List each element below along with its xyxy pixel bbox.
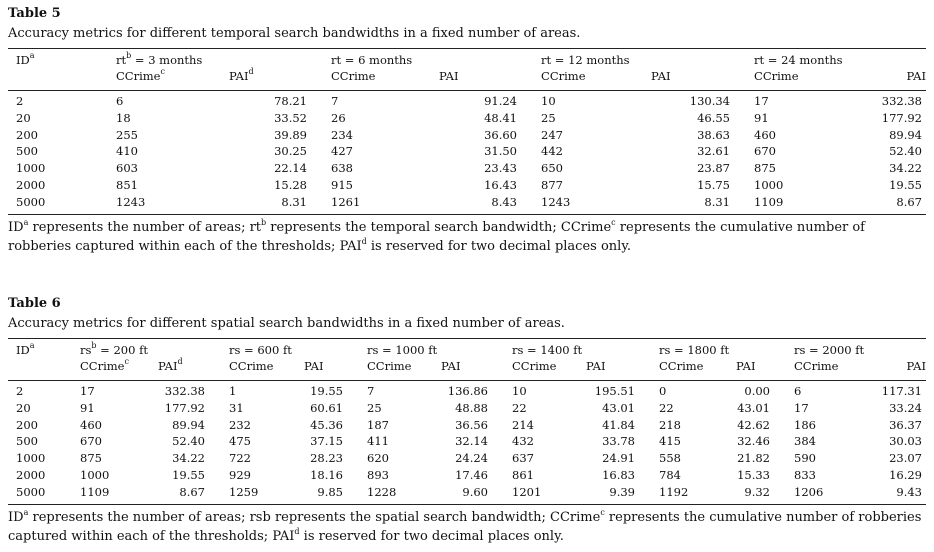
pai-cell: 16.29 xyxy=(889,467,922,482)
pai-cell: 19.55 xyxy=(889,177,922,192)
id-cell: 5000 xyxy=(16,484,46,499)
pai-cell: 332.38 xyxy=(164,384,205,398)
pai-header: PAI$^d$ xyxy=(158,357,183,373)
ccrime-cell: 25 xyxy=(367,400,382,415)
table-row xyxy=(8,450,926,467)
id-cell: 20 xyxy=(16,110,31,125)
table-row xyxy=(8,127,926,144)
ccrime-cell: 234 xyxy=(331,127,353,142)
id-cell: 5000 xyxy=(16,194,46,209)
ccrime-cell: 410 xyxy=(116,144,138,159)
id-cell: 200 xyxy=(16,417,38,432)
ccrime-cell: 10 xyxy=(512,384,527,398)
pai-cell: 15.28 xyxy=(274,177,307,192)
pai-cell: 32.14 xyxy=(455,434,488,449)
table-row xyxy=(8,467,926,484)
ccrime-cell: 590 xyxy=(794,451,816,466)
ccrime-cell: 218 xyxy=(659,417,681,432)
table-row xyxy=(8,194,926,211)
id-header: $ID^a$ xyxy=(16,51,35,67)
ccrime-cell: 7 xyxy=(331,94,339,108)
pai-cell: 32.46 xyxy=(737,434,770,449)
id-cell: 2 xyxy=(16,94,24,108)
ccrime-cell: 17 xyxy=(794,400,809,415)
ccrime-cell: 0 xyxy=(659,384,667,398)
pai-cell: 21.82 xyxy=(737,451,770,466)
table-row xyxy=(8,177,926,194)
table-6-header xyxy=(8,342,926,374)
pai-cell: 19.55 xyxy=(172,467,205,482)
pai-cell: 9.43 xyxy=(896,484,922,499)
table-6-bottom-rule xyxy=(8,504,926,505)
table-6-top-rule xyxy=(8,338,926,339)
ccrime-cell: 247 xyxy=(541,127,563,142)
pai-cell: 15.75 xyxy=(697,177,730,192)
ccrime-cell: 1259 xyxy=(229,484,259,499)
id-cell: 1000 xyxy=(16,161,46,176)
pai-cell: 17.46 xyxy=(455,467,488,482)
pai-cell: 52.40 xyxy=(172,434,205,449)
pai-cell: 39.89 xyxy=(274,127,307,142)
pai-cell: 19.55 xyxy=(310,384,343,398)
id-header: $ID^a$ xyxy=(16,341,35,357)
pai-header: PAI xyxy=(439,69,459,83)
pai-cell: 9.85 xyxy=(317,484,343,499)
ccrime-cell: 427 xyxy=(331,144,353,159)
ccrime-cell: 1228 xyxy=(367,484,397,499)
table-5-caption: Accuracy metrics for different temporal search bandwidths in a fixed number of areas. xyxy=(8,26,581,41)
pai-cell: 36.37 xyxy=(889,417,922,432)
ccrime-cell: 384 xyxy=(794,434,816,449)
pai-cell: 117.31 xyxy=(881,384,922,398)
ccrime-header: CCrime xyxy=(659,359,704,373)
table-5-label: Table 5 xyxy=(8,6,61,21)
pai-header: PAI xyxy=(651,69,671,83)
ccrime-cell: 91 xyxy=(80,400,95,415)
pai-cell: 177.92 xyxy=(164,400,205,415)
pai-cell: 41.84 xyxy=(602,417,635,432)
ccrime-cell: 1261 xyxy=(331,194,361,209)
ccrime-cell: 875 xyxy=(80,451,102,466)
pai-cell: 16.43 xyxy=(484,177,517,192)
pai-cell: 78.21 xyxy=(274,94,307,108)
ccrime-cell: 186 xyxy=(794,417,816,432)
pai-header: PAI xyxy=(304,359,324,373)
pai-header: PAI xyxy=(441,359,461,373)
table-row xyxy=(8,143,926,160)
pai-cell: 23.43 xyxy=(484,161,517,176)
ccrime-cell: 1000 xyxy=(754,177,784,192)
pai-header: PAI xyxy=(906,69,927,83)
id-cell: 200 xyxy=(16,127,38,142)
pai-cell: 31.50 xyxy=(484,144,517,159)
pai-cell: 16.83 xyxy=(602,467,635,482)
ccrime-cell: 670 xyxy=(80,434,102,449)
id-cell: 500 xyxy=(16,434,38,449)
pai-cell: 23.07 xyxy=(889,451,922,466)
ccrime-cell: 1 xyxy=(229,384,237,398)
pai-cell: 32.61 xyxy=(697,144,730,159)
pai-header: PAI$^d$ xyxy=(229,67,254,83)
ccrime-cell: 851 xyxy=(116,177,138,192)
pai-cell: 22.14 xyxy=(274,161,307,176)
table-6-footnote: $ID^a$ represents the number of areas; rsb represents the spatial search bandwidth; CCrime$^c$ represents the cumulative number of robberies captured within each of the thresholds; PAI$^d$ is reserved for two decimal places only. xyxy=(8,507,922,544)
group-header-rt-24: rt = 24 months xyxy=(754,53,843,67)
group-header-rt-3: $rt^b = 3$ months xyxy=(116,51,203,67)
ccrime-cell: 670 xyxy=(754,144,776,159)
pai-cell: 34.22 xyxy=(172,451,205,466)
ccrime-cell: 833 xyxy=(794,467,816,482)
ccrime-cell: 637 xyxy=(512,451,534,466)
pai-cell: 34.22 xyxy=(889,161,922,176)
ccrime-cell: 1243 xyxy=(116,194,146,209)
table-5-body xyxy=(8,93,926,211)
pai-cell: 8.31 xyxy=(704,194,730,209)
pai-cell: 48.88 xyxy=(455,400,488,415)
ccrime-cell: 650 xyxy=(541,161,563,176)
ccrime-cell: 1206 xyxy=(794,484,824,499)
ccrime-cell: 475 xyxy=(229,434,251,449)
table-5-header xyxy=(8,52,926,84)
pai-cell: 8.31 xyxy=(281,194,307,209)
id-cell: 2000 xyxy=(16,467,46,482)
ccrime-cell: 861 xyxy=(512,467,534,482)
ccrime-cell: 893 xyxy=(367,467,389,482)
pai-cell: 60.61 xyxy=(310,400,343,415)
table-row xyxy=(8,110,926,127)
ccrime-cell: 17 xyxy=(80,384,95,398)
pai-cell: 36.56 xyxy=(455,417,488,432)
ccrime-header: CCrime xyxy=(229,359,274,373)
table-row xyxy=(8,160,926,177)
pai-cell: 28.23 xyxy=(310,451,343,466)
pai-cell: 48.41 xyxy=(484,110,517,125)
table-row xyxy=(8,400,926,417)
ccrime-cell: 432 xyxy=(512,434,534,449)
table-6-caption: Accuracy metrics for different spatial search bandwidths in a fixed number of areas. xyxy=(8,316,565,331)
table-5-section xyxy=(8,6,926,266)
id-cell: 2 xyxy=(16,384,24,398)
ccrime-cell: 7 xyxy=(367,384,375,398)
ccrime-cell: 1109 xyxy=(754,194,784,209)
table-row xyxy=(8,417,926,434)
pai-cell: 42.62 xyxy=(737,417,770,432)
ccrime-header: CCrime xyxy=(794,359,839,373)
table-6-section xyxy=(8,296,926,552)
pai-cell: 136.86 xyxy=(447,384,488,398)
table-6-body xyxy=(8,383,926,501)
pai-cell: 8.67 xyxy=(896,194,922,209)
ccrime-cell: 255 xyxy=(116,127,138,142)
ccrime-cell: 91 xyxy=(754,110,769,125)
ccrime-cell: 915 xyxy=(331,177,353,192)
id-cell: 20 xyxy=(16,400,31,415)
ccrime-cell: 22 xyxy=(659,400,674,415)
pai-cell: 33.24 xyxy=(889,400,922,415)
ccrime-cell: 442 xyxy=(541,144,563,159)
pai-cell: 45.36 xyxy=(310,417,343,432)
pai-cell: 43.01 xyxy=(602,400,635,415)
pai-cell: 24.91 xyxy=(602,451,635,466)
ccrime-cell: 558 xyxy=(659,451,681,466)
ccrime-cell: 31 xyxy=(229,400,244,415)
pai-cell: 9.39 xyxy=(609,484,635,499)
pai-cell: 177.92 xyxy=(881,110,922,125)
ccrime-header: CCrime xyxy=(541,69,586,83)
ccrime-cell: 411 xyxy=(367,434,389,449)
table-row xyxy=(8,433,926,450)
pai-cell: 332.38 xyxy=(881,94,922,108)
ccrime-cell: 1192 xyxy=(659,484,689,499)
pai-header: PAI xyxy=(736,359,756,373)
ccrime-cell: 877 xyxy=(541,177,563,192)
ccrime-cell: 1000 xyxy=(80,467,110,482)
table-5-footnote: $ID^a$ represents the number of areas; $rt^b$ represents the temporal search bandwidth; CCrime$^c$ represents the cumulative number of robberies captured within each of the thresholds; PAI$^d$ is reserved for two decimal places only. xyxy=(8,217,865,254)
pai-cell: 15.33 xyxy=(737,467,770,482)
table-6-header-rule xyxy=(8,380,926,381)
group-header-rt-6: rt = 6 months xyxy=(331,53,413,67)
ccrime-cell: 1109 xyxy=(80,484,110,499)
pai-cell: 9.60 xyxy=(462,484,488,499)
table-6-label: Table 6 xyxy=(8,296,61,311)
ccrime-cell: 232 xyxy=(229,417,251,432)
ccrime-cell: 875 xyxy=(754,161,776,176)
pai-cell: 36.60 xyxy=(484,127,517,142)
ccrime-header: CCrime$^c$ xyxy=(116,67,165,83)
ccrime-cell: 10 xyxy=(541,94,556,108)
pai-cell: 33.52 xyxy=(274,110,307,125)
pai-cell: 37.15 xyxy=(310,434,343,449)
group-header-rt-12: rt = 12 months xyxy=(541,53,630,67)
ccrime-cell: 929 xyxy=(229,467,251,482)
group-header-rs-2000: rs = 2000 ft xyxy=(794,343,865,357)
ccrime-header: CCrime xyxy=(367,359,412,373)
group-header-rs-1800: rs = 1800 ft xyxy=(659,343,730,357)
ccrime-header: CCrime xyxy=(512,359,557,373)
ccrime-cell: 620 xyxy=(367,451,389,466)
pai-cell: 9.32 xyxy=(744,484,770,499)
ccrime-header: CCrime xyxy=(331,69,376,83)
ccrime-cell: 17 xyxy=(754,94,769,108)
ccrime-cell: 415 xyxy=(659,434,681,449)
ccrime-cell: 6 xyxy=(794,384,802,398)
id-cell: 1000 xyxy=(16,451,46,466)
ccrime-cell: 1201 xyxy=(512,484,542,499)
pai-header: PAI xyxy=(906,359,926,373)
pai-cell: 18.16 xyxy=(310,467,343,482)
pai-cell: 30.25 xyxy=(274,144,307,159)
ccrime-cell: 6 xyxy=(116,94,124,108)
pai-cell: 89.94 xyxy=(889,127,922,142)
ccrime-cell: 784 xyxy=(659,467,681,482)
ccrime-cell: 25 xyxy=(541,110,556,125)
pai-cell: 91.24 xyxy=(484,94,517,108)
pai-cell: 23.87 xyxy=(697,161,730,176)
table-5-top-rule xyxy=(8,48,926,49)
pai-cell: 8.43 xyxy=(491,194,517,209)
pai-cell: 33.78 xyxy=(602,434,635,449)
pai-cell: 38.63 xyxy=(697,127,730,142)
table-row xyxy=(8,484,926,501)
ccrime-cell: 18 xyxy=(116,110,131,125)
pai-cell: 43.01 xyxy=(737,400,770,415)
ccrime-cell: 22 xyxy=(512,400,527,415)
ccrime-cell: 638 xyxy=(331,161,353,176)
table-row xyxy=(8,383,926,400)
ccrime-cell: 460 xyxy=(754,127,776,142)
group-header-rs-1000: rs = 1000 ft xyxy=(367,343,438,357)
pai-cell: 24.24 xyxy=(455,451,488,466)
pai-cell: 30.03 xyxy=(889,434,922,449)
pai-cell: 89.94 xyxy=(172,417,205,432)
ccrime-cell: 187 xyxy=(367,417,389,432)
pai-cell: 52.40 xyxy=(889,144,922,159)
group-header-rs-200: $rs^b = 200$ ft xyxy=(80,341,148,357)
id-cell: 500 xyxy=(16,144,38,159)
ccrime-cell: 722 xyxy=(229,451,251,466)
pai-header: PAI xyxy=(586,359,606,373)
pai-cell: 46.55 xyxy=(697,110,730,125)
pai-cell: 130.34 xyxy=(689,94,730,108)
ccrime-cell: 460 xyxy=(80,417,102,432)
ccrime-cell: 1243 xyxy=(541,194,571,209)
ccrime-cell: 603 xyxy=(116,161,138,176)
ccrime-header: CCrime xyxy=(754,69,799,83)
group-header-rs-1400: rs = 1400 ft xyxy=(512,343,583,357)
group-header-rs-600: rs = 600 ft xyxy=(229,343,292,357)
table-row xyxy=(8,93,926,110)
ccrime-header: CCrime$^c$ xyxy=(80,357,129,373)
ccrime-cell: 214 xyxy=(512,417,534,432)
table-5-bottom-rule xyxy=(8,214,926,215)
pai-cell: 195.51 xyxy=(594,384,635,398)
ccrime-cell: 26 xyxy=(331,110,346,125)
pai-cell: 0.00 xyxy=(744,384,770,398)
table-5-header-rule xyxy=(8,90,926,91)
id-cell: 2000 xyxy=(16,177,46,192)
pai-cell: 8.67 xyxy=(179,484,205,499)
